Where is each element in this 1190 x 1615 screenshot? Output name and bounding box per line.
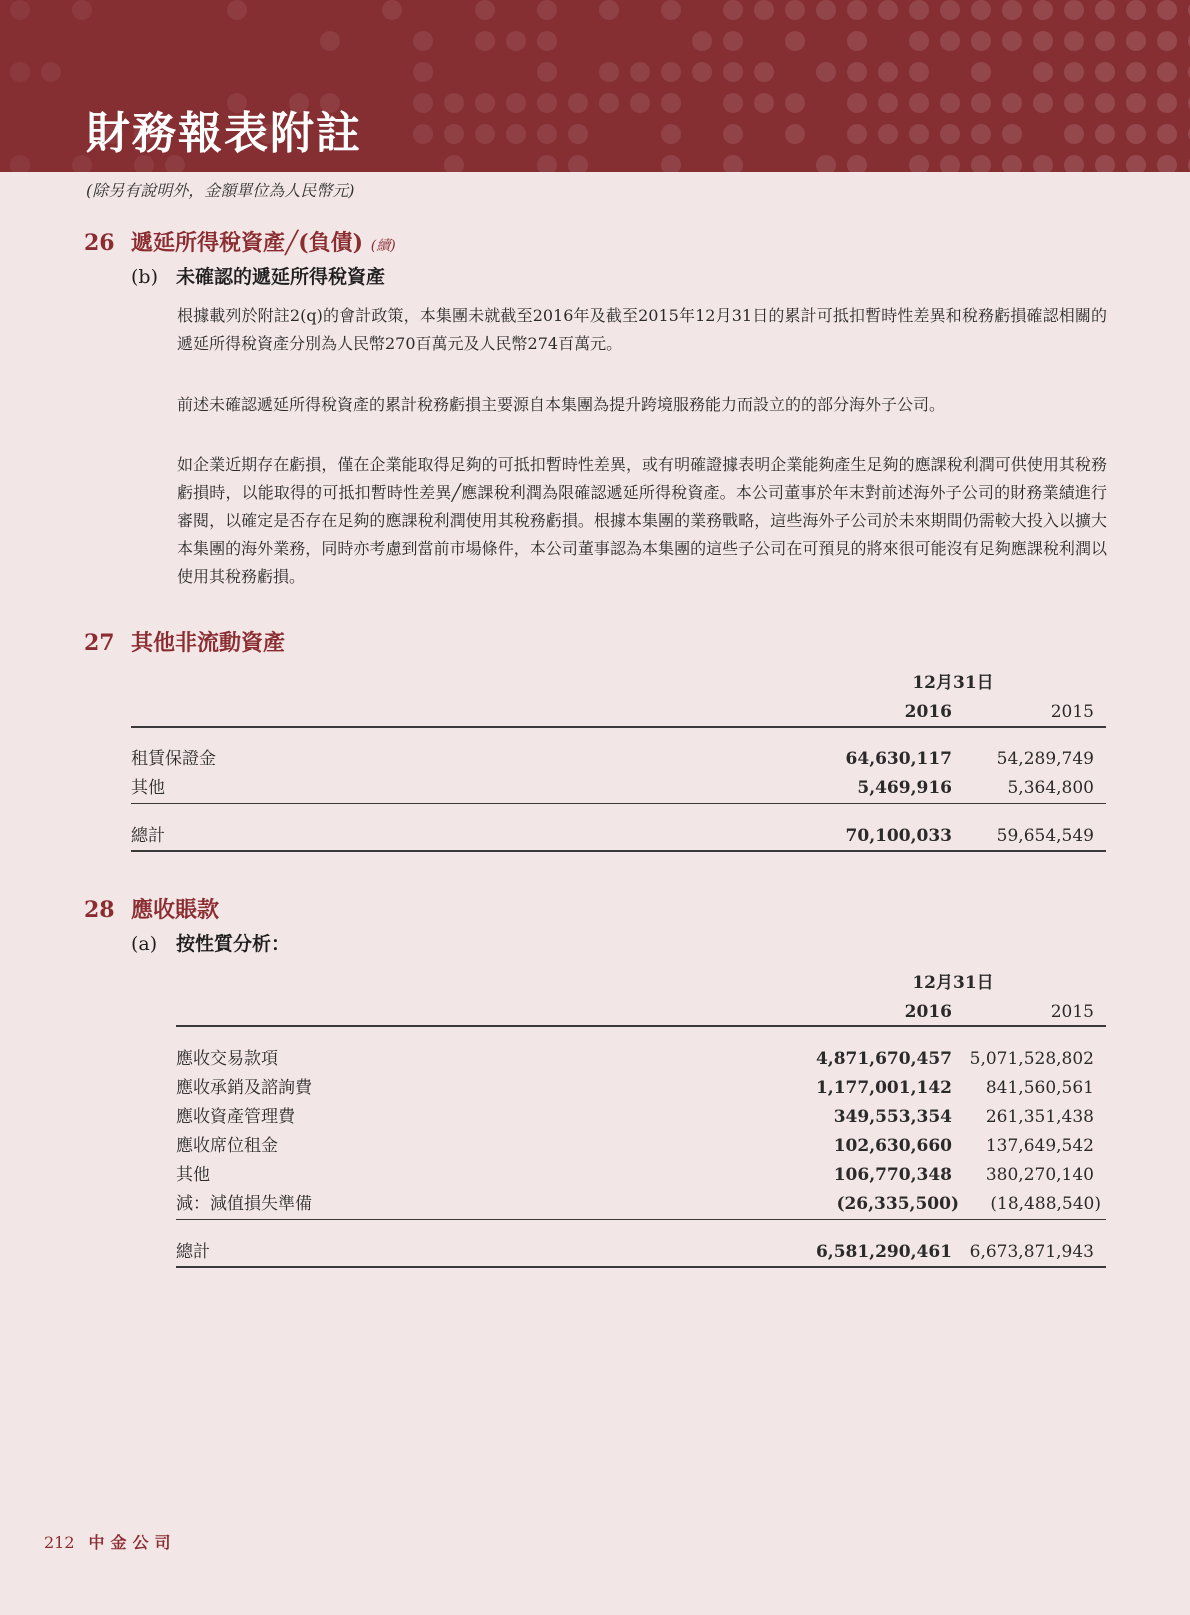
section-28a-heading	[131, 929, 290, 956]
decor-dot	[723, 62, 743, 82]
section-number: 28	[84, 897, 115, 923]
decor-dot	[692, 31, 712, 51]
decor-dot	[940, 31, 960, 51]
column-header-2015: 2015	[1050, 1002, 1094, 1022]
total-2015: 59,654,549	[996, 826, 1094, 846]
sub-title: 按性質分析：	[176, 933, 291, 955]
table-cell-2015: 5,071,528,802	[969, 1049, 1094, 1069]
decor-dot	[1002, 0, 1022, 20]
decor-dot	[1002, 93, 1022, 113]
decor-dot	[1157, 62, 1177, 82]
decor-dot	[320, 31, 340, 51]
decor-dot	[754, 0, 774, 20]
decor-dot	[1157, 31, 1177, 51]
date-header: 12月31日	[912, 973, 994, 993]
total-2016: 70,100,033	[845, 826, 952, 846]
decor-dot	[847, 62, 867, 82]
decor-dot	[785, 31, 805, 51]
decor-dot	[1126, 93, 1146, 113]
section-26-heading	[84, 226, 396, 257]
decor-dot	[909, 31, 929, 51]
decor-dot	[1157, 155, 1177, 172]
total-rule	[131, 850, 1106, 852]
decor-dot	[1157, 124, 1177, 144]
table-row-label: 其他	[176, 1165, 210, 1185]
decor-dot	[971, 155, 991, 172]
section-title: 應收賬款	[131, 897, 220, 923]
decor-dot	[785, 93, 805, 113]
decor-dot	[10, 155, 30, 172]
company-name: 中金公司	[88, 1533, 177, 1552]
decor-dot	[816, 0, 836, 20]
subtotal-rule	[176, 1219, 1106, 1220]
table-cell-2016: 349,553,354	[833, 1107, 952, 1127]
decor-dot	[909, 124, 929, 144]
sub-letter: (b)	[131, 266, 158, 288]
decor-dot	[10, 62, 30, 82]
decor-dot	[1064, 155, 1084, 172]
section-title: 遞延所得稅資產╱(負債)	[131, 230, 364, 256]
paragraph-3: 如企業近期存在虧損，僅在企業能取得足夠的可抵扣暫時性差異，或有明確證據表明企業能夠產生足夠的應課稅利潤可供使用其稅務虧損時，以能取得的可抵扣暫時性差異╱應課稅利潤為限確認遞延所得稅資產。本公司董事於年末對前述海外子公司的財務業績進行審閱，以確定是否存在足夠的應課稅利潤使用其稅務虧損。根據本集團的業務戰略，這些海外子公司於未來期間仍需較大投入以擴大本集團的海外業務，同時亦考慮到當前市場條件，本公司董事認為本集團的這些子公司在可預見的將來很可能沒有足夠應課稅利潤以使用其稅務虧損。	[177, 455, 1107, 586]
decor-dot	[1126, 31, 1146, 51]
decor-dot	[227, 0, 247, 20]
decor-dot	[444, 155, 464, 172]
decor-dot	[909, 62, 929, 82]
decor-dot	[940, 155, 960, 172]
decor-dot	[537, 0, 557, 20]
decor-dot	[599, 62, 619, 82]
decor-dot	[475, 0, 495, 20]
decor-dot	[661, 0, 681, 20]
table-cell-2015: 261,351,438	[985, 1107, 1094, 1127]
page-footer	[44, 1530, 177, 1553]
decor-dot	[444, 93, 464, 113]
table-cell-2016: 4,871,670,457	[815, 1049, 952, 1069]
decor-dot	[816, 155, 836, 172]
section-number: 26	[84, 230, 115, 256]
total-label: 總計	[176, 1242, 210, 1262]
decor-dot	[692, 62, 712, 82]
table-cell-2016: 1,177,001,142	[815, 1078, 952, 1098]
decor-dot	[1033, 93, 1053, 113]
table-cell-2015: (18,488,540)	[990, 1194, 1101, 1214]
table-cell-2015: 54,289,749	[996, 749, 1094, 769]
decor-dot	[72, 0, 92, 20]
decor-dot	[1095, 62, 1115, 82]
decor-dot	[847, 155, 867, 172]
date-header: 12月31日	[912, 673, 994, 693]
decor-dot	[785, 124, 805, 144]
page-title: 財務報表附註	[86, 108, 362, 159]
decor-dot	[382, 0, 402, 20]
table-row-label: 應收交易款項	[176, 1049, 278, 1069]
paragraph-2: 前述未確認遞延所得稅資產的累計稅務虧損主要源自本集團為提升跨境服務能力而設立的的部分海外子公司。	[177, 395, 946, 414]
unit-note: (除另有說明外，金額單位為人民幣元)	[86, 181, 355, 200]
decor-dot	[537, 31, 557, 51]
total-2016: 6,581,290,461	[815, 1242, 952, 1262]
decor-dot	[1033, 62, 1053, 82]
decor-dot	[1002, 124, 1022, 144]
decor-dot	[1126, 0, 1146, 20]
continued-mark: (續)	[370, 238, 396, 254]
decor-dot	[1002, 155, 1022, 172]
decor-dot	[1126, 62, 1146, 82]
decor-dot	[661, 124, 681, 144]
decor-dot	[909, 93, 929, 113]
table-cell-2015: 5,364,800	[1007, 778, 1094, 798]
table-header-rule	[176, 1025, 1106, 1027]
decor-dot	[630, 93, 650, 113]
decor-dot	[1002, 31, 1022, 51]
total-2015: 6,673,871,943	[969, 1242, 1094, 1262]
total-rule	[176, 1266, 1106, 1268]
decor-dot	[568, 124, 588, 144]
decor-dot	[847, 31, 867, 51]
decor-dot	[568, 155, 588, 172]
decor-dot	[940, 124, 960, 144]
decor-dot	[723, 31, 743, 51]
table-row-label: 應收資產管理費	[176, 1107, 295, 1127]
decor-dot	[1095, 0, 1115, 20]
decor-dot	[10, 0, 30, 20]
decor-dot	[444, 124, 464, 144]
section-title: 其他非流動資產	[131, 630, 286, 656]
decor-dot	[1064, 62, 1084, 82]
sub-letter: (a)	[131, 933, 158, 955]
table-cell-2016: (26,335,500)	[836, 1194, 959, 1214]
decor-dot	[1095, 31, 1115, 51]
decor-dot	[723, 0, 743, 20]
decor-dot	[816, 62, 836, 82]
table-cell-2015: 841,560,561	[985, 1078, 1094, 1098]
table-cell-2016: 5,469,916	[857, 778, 952, 798]
decor-dot	[537, 124, 557, 144]
decor-dot	[878, 62, 898, 82]
column-header-2016: 2016	[904, 1002, 952, 1022]
paragraph-1: 根據載列於附註2(q)的會計政策，本集團未就截至2016年及截至2015年12月31日的累計可抵扣暫時性差異和稅務虧損確認相關的遞延所得稅資產分別為人民幣270百萬元及人民幣274百萬元。	[177, 306, 1107, 353]
decor-dot	[568, 93, 588, 113]
decor-dot	[878, 124, 898, 144]
total-label: 總計	[131, 826, 165, 846]
table-row-label: 應收席位租金	[176, 1136, 278, 1156]
decor-dot	[1033, 31, 1053, 51]
decor-dot	[723, 155, 743, 172]
decor-dot	[506, 31, 526, 51]
decor-dot	[971, 0, 991, 20]
decor-dot	[1064, 93, 1084, 113]
decor-dot	[971, 124, 991, 144]
decor-dot	[971, 62, 991, 82]
decor-dot	[847, 93, 867, 113]
decor-dot	[1064, 31, 1084, 51]
decor-dot	[940, 93, 960, 113]
decor-dot	[413, 124, 433, 144]
decor-dot	[878, 93, 898, 113]
table-row-label: 租賃保證金	[131, 749, 216, 769]
section-26b-heading	[131, 262, 385, 289]
decor-dot	[909, 0, 929, 20]
decor-dot	[723, 93, 743, 113]
decor-dot	[1095, 155, 1115, 172]
decor-dot	[971, 31, 991, 51]
decor-dot	[413, 31, 433, 51]
decor-dot	[475, 124, 495, 144]
table-row-label: 應收承銷及諮詢費	[176, 1078, 312, 1098]
decor-dot	[599, 0, 619, 20]
decor-dot	[878, 0, 898, 20]
decor-dot	[661, 62, 681, 82]
decor-dot	[1033, 155, 1053, 172]
page-number: 212	[44, 1533, 75, 1552]
table-cell-2016: 106,770,348	[833, 1165, 952, 1185]
decor-dot	[785, 0, 805, 20]
decor-dot	[537, 62, 557, 82]
subtotal-rule	[131, 803, 1106, 804]
decor-dot	[413, 93, 433, 113]
decor-dot	[940, 0, 960, 20]
table-cell-2016: 102,630,660	[833, 1136, 952, 1156]
decor-dot	[909, 155, 929, 172]
decor-dot	[1095, 124, 1115, 144]
decor-dot	[475, 93, 495, 113]
decor-dot	[537, 155, 557, 172]
table-header-rule	[131, 726, 1106, 728]
decor-dot	[475, 31, 495, 51]
column-header-2015: 2015	[1050, 702, 1094, 722]
decor-dot	[847, 0, 867, 20]
section-28-heading	[84, 893, 219, 924]
page-header-banner	[0, 0, 1190, 172]
decor-dot	[1126, 155, 1146, 172]
section-number: 27	[84, 630, 115, 656]
decor-dot	[1126, 124, 1146, 144]
decor-dot	[506, 124, 526, 144]
decor-dot	[1157, 0, 1177, 20]
decor-dot	[754, 62, 774, 82]
decor-dot	[599, 93, 619, 113]
table-cell-2015: 380,270,140	[985, 1165, 1094, 1185]
table-row-label: 其他	[131, 778, 165, 798]
decor-dot	[754, 93, 774, 113]
decor-dot	[723, 124, 743, 144]
decor-dot	[1095, 93, 1115, 113]
table-cell-2015: 137,649,542	[985, 1136, 1094, 1156]
decor-dot	[971, 93, 991, 113]
column-header-2016: 2016	[904, 702, 952, 722]
decor-dot	[1064, 124, 1084, 144]
decor-dot	[506, 93, 526, 113]
decor-dot	[1033, 0, 1053, 20]
decor-dot	[661, 155, 681, 172]
section-27-heading	[84, 626, 285, 657]
decor-dot	[537, 93, 557, 113]
sub-title: 未確認的遞延所得稅資產	[176, 266, 386, 288]
decor-dot	[847, 124, 867, 144]
decor-dot	[1157, 93, 1177, 113]
decor-dot	[630, 62, 650, 82]
decor-dot	[1064, 0, 1084, 20]
table-row-label: 減：減值損失準備	[176, 1194, 312, 1214]
table-cell-2016: 64,630,117	[845, 749, 952, 769]
decor-dot	[413, 62, 433, 82]
decor-dot	[41, 62, 61, 82]
decor-dot	[661, 93, 681, 113]
